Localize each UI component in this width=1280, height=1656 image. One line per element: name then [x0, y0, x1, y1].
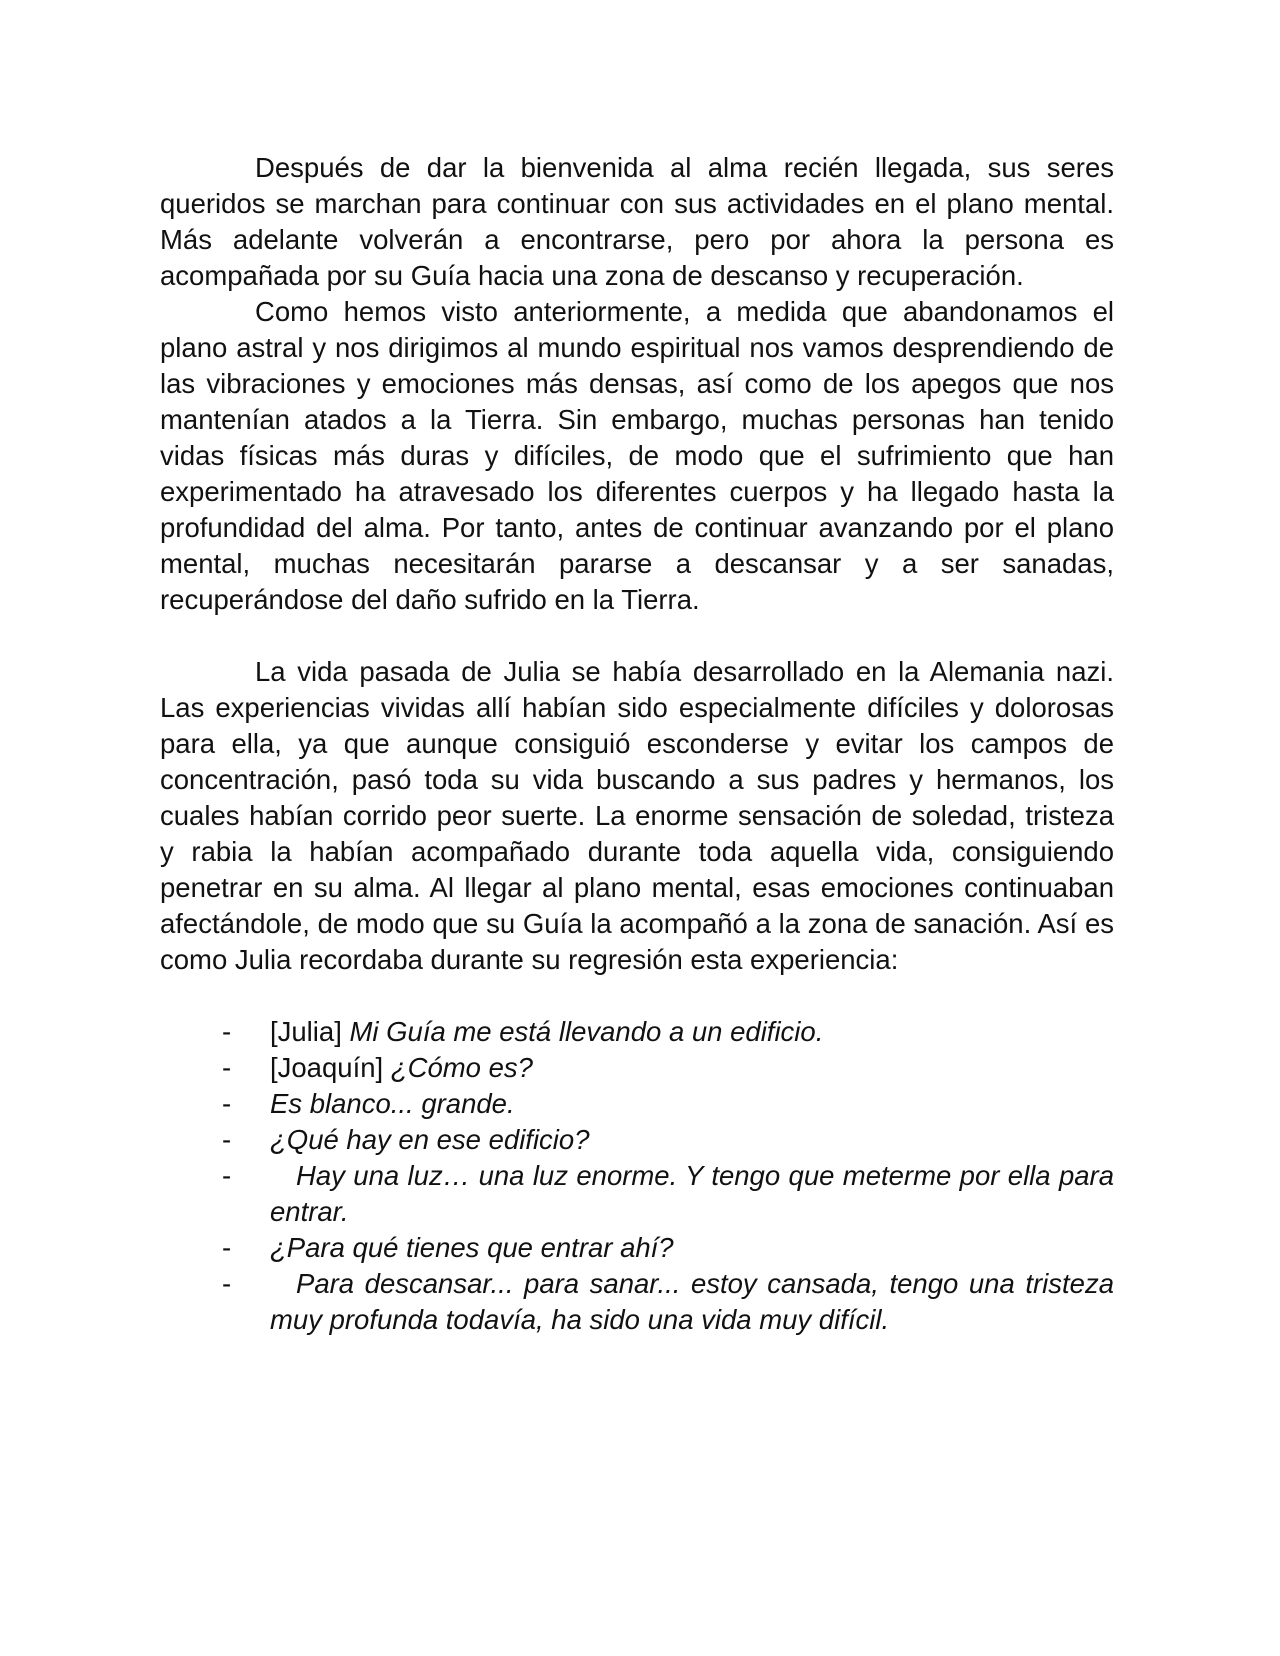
speaker-label: [Joaquín] [270, 1052, 384, 1083]
paragraph-spacer [160, 618, 1114, 654]
regression-dialogue [160, 1014, 1114, 1338]
list-spacer [160, 978, 1114, 1014]
list-dash: - [222, 1088, 232, 1119]
paragraph-2: Como hemos visto anteriormente, a medida que abandonamos el plano astral y nos dirigimos al mundo espiritual nos vamos desprendiendo de las vibraciones y emociones más densas, así como de los apegos que nos mantenían atados a la Tierra. Sin embargo, muchas personas han tenido vidas físicas más duras y difíciles, de modo que el sufrimiento que han experimentado ha atravesado los diferentes cuerpos y ha llegado hasta la profundidad del alma. Por tanto, antes de continuar avanzando por el plano mental, muchas necesitarán pararse a descansar y a ser sanadas, recuperándose del daño sufrido en la Tierra. [160, 296, 1114, 615]
dialogue-line [160, 1158, 1114, 1230]
dialogue-text: ¿Qué hay en ese edificio? [270, 1124, 590, 1155]
dialogue-text: Hay una luz… una luz enorme. Y tengo que meterme por ella para entrar. [270, 1160, 1114, 1227]
paragraph-3: La vida pasada de Julia se había desarrollado en la Alemania nazi. Las experiencias vividas allí habían sido especialmente difíciles y dolorosas para ella, ya que aunque consiguió esconderse y evitar los campos de concentración, pasó toda su vida buscando a sus padres y hermanos, los cuales habían corrido peor suerte. La enorme sensación de soledad, tristeza y rabia la habían acompañado durante toda aquella vida, consiguiendo penetrar en su alma. Al llegar al plano mental, esas emociones continuaban afectándole, de modo que su Guía la acompañó a la zona de sanación. Así es como Julia recordaba durante su regresión esta experiencia: [160, 656, 1114, 975]
dialogue-line [160, 1266, 1114, 1338]
list-dash: - [222, 1016, 232, 1047]
dialogue-line [160, 1014, 1114, 1050]
dialogue-text: ¿Cómo es? [390, 1052, 533, 1083]
speaker-label: [Julia] [270, 1016, 342, 1047]
list-dash: - [222, 1268, 232, 1299]
dialogue-line [160, 1230, 1114, 1266]
list-dash: - [222, 1232, 232, 1263]
dialogue-text: Mi Guía me está llevando a un edificio. [349, 1016, 824, 1047]
dialogue-line [160, 1086, 1114, 1122]
dialogue-text: Es blanco... grande. [270, 1088, 515, 1119]
dialogue-line [160, 1122, 1114, 1158]
paragraph-1: Después de dar la bienvenida al alma recién llegada, sus seres queridos se marchan para continuar con sus actividades en el plano mental. Más adelante volverán a encontrarse, pero por ahora la persona es acompañada por su Guía hacia una zona de descanso y recuperación. [160, 152, 1114, 291]
list-dash: - [222, 1160, 232, 1191]
dialogue-text: ¿Para qué tienes que entrar ahí? [270, 1232, 674, 1263]
dialogue-text: Para descansar... para sanar... estoy cansada, tengo una tristeza muy profunda todavía, ha sido una vida muy difícil. [270, 1268, 1114, 1335]
list-dash: - [222, 1052, 232, 1083]
document-page [160, 150, 1114, 1338]
list-dash: - [222, 1124, 232, 1155]
dialogue-line [160, 1050, 1114, 1086]
